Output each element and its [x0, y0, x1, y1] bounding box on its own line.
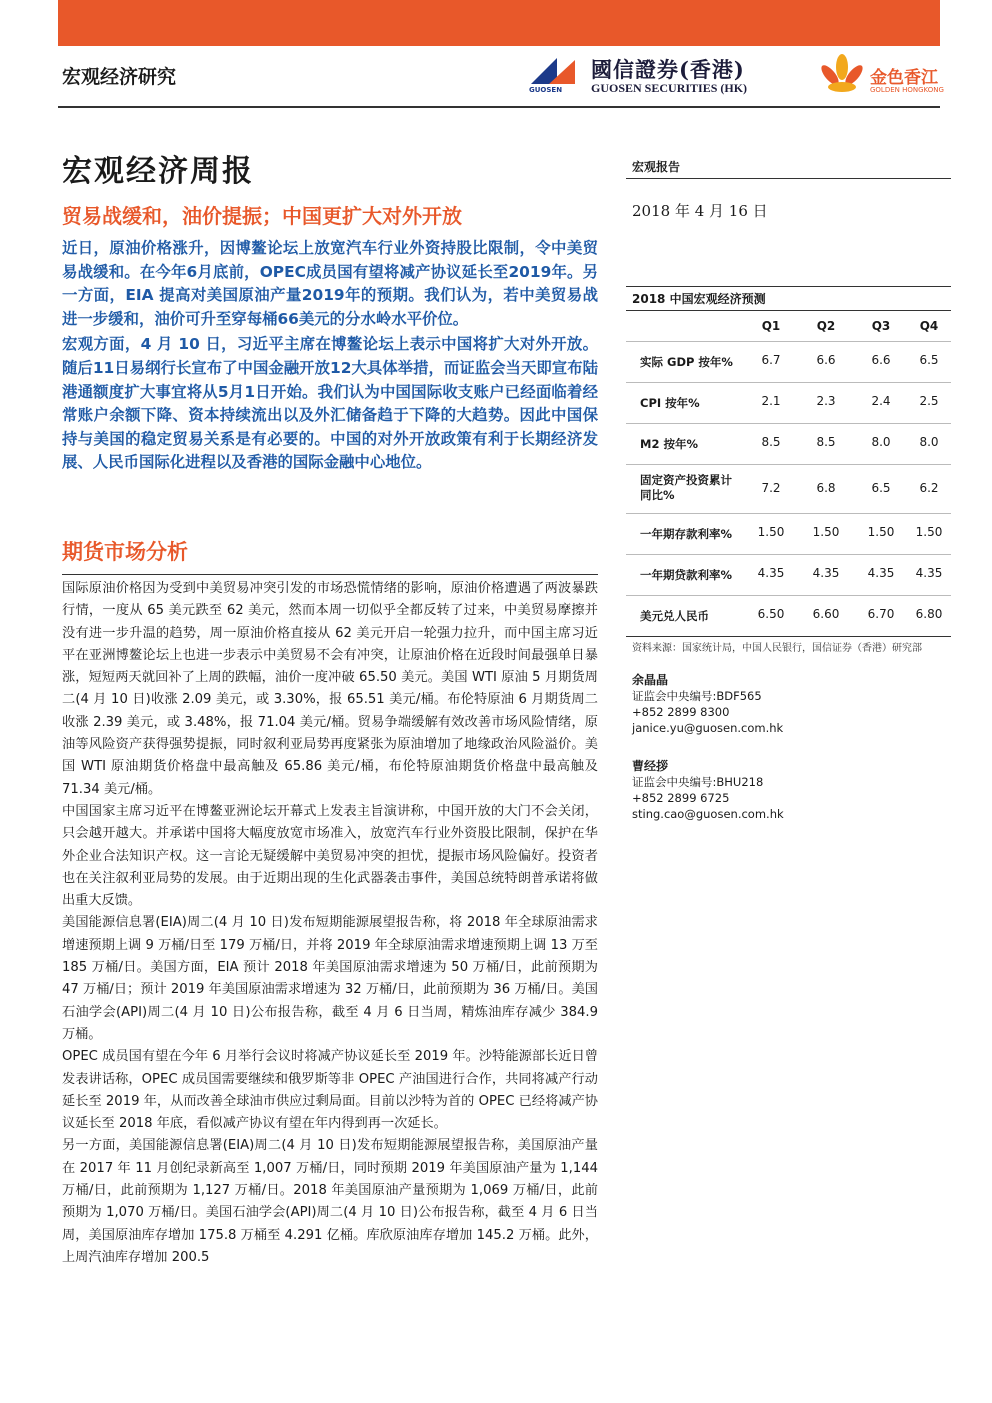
summary-paragraph: 宏观方面，4 月 10 日，习近平主席在博鳌论坛上表示中国将扩大对外开放。随后11日易纲行长宣布了中国金融开放12大具体举措，而证监会当天即宣布陆港通额度扩大事宜将从5月1日开始。我们认为中国国际收支账户已经面临着经常账户余额下降、资本持续流出以及外汇储备趋于下降的大趋势。因此中国保持与美国的稳定贸易关系是有必要的。中国的对外开放政策有利于长期经济发展、人民币国际化进程以及香港的国际金融中心地位。: [62, 335, 598, 472]
forecast-cell: 6.70: [867, 607, 895, 621]
forecast-cell: 1.50: [757, 525, 785, 539]
forecast-cell: 6.50: [757, 607, 785, 621]
forecast-cell: 7.2: [761, 481, 781, 495]
forecast-cell: 6.5: [871, 481, 891, 495]
forecast-row-label: 固定资产投资累计同比%: [640, 473, 732, 502]
forecast-col-header: Q4: [919, 319, 939, 333]
forecast-cell: 2.5: [919, 394, 939, 408]
forecast-col-header: Q2: [816, 319, 836, 333]
forecast-cell: 8.5: [816, 435, 836, 449]
forecast-cell: 1.50: [867, 525, 895, 539]
analyst-phone: +852 2899 8300: [632, 705, 730, 719]
forecast-table-header: [626, 311, 951, 341]
forecast-table-title: 2018 中国宏观经济预测: [626, 286, 951, 311]
guosen-logo-mark-icon: [527, 54, 583, 88]
summary-block: [62, 237, 598, 477]
forecast-cell: 2.4: [871, 394, 891, 408]
golden-logo-en: GOLDEN HONGKONG: [870, 86, 944, 94]
report-date: 2018 年 4 月 16 日: [632, 202, 768, 220]
forecast-cell: 1.50: [915, 525, 943, 539]
analyst-phone: +852 2899 6725: [632, 791, 730, 805]
forecast-cell: 2.1: [761, 394, 781, 408]
body-paragraph: 另一方面，美国能源信息署(EIA)周二(4 月 10 日)发布短期能源展望报告称，美国原油产量在 2017 年 11 月创纪录新高至 1,007 万桶/日，同时预期 2019 年美国原油产量为 1,144 万桶/日，此前预期为 1,127 万桶/日。2018 年美国原油产量预期为 1,069 万桶/日，此前预期为 1,070 万桶/日。美国石油学会(API)周二(4 月 10 日)公布报告称，截至 4 月 6 日当周，美国原油库存增加 175.8 万桶至 4.291 亿桶。库欣原油库存增加 145.2 万桶。此外，上周汽油库存增加 200.5: [62, 1138, 598, 1265]
body-paragraph: 中国国家主席习近平在博鳌亚洲论坛开幕式上发表主旨演讲称，中国开放的大门不会关闭，只会越开越大。并承诺中国将大幅度放宽市场准入，放宽汽车行业外资股比限制，保护在华外企业合法知识产权。这一言论无疑缓解中美贸易冲突的担忧，提振市场风险偏好。投资者也在关注叙利亚局势的发展。由于近期出现的生化武器袭击事件，美国总统特朗普承诺将做出重大反馈。: [62, 803, 598, 909]
body-paragraph: 国际原油价格因为受到中美贸易冲突引发的市场恐慌情绪的影响，原油价格遭遇了两波暴跌行情，一度从 65 美元跌至 62 美元，然而本周一切似乎全都反转了过来，中美贸易摩擦并没有进一步升温的趋势，周一原油价格直接从 62 美元开启一轮强力拉升，而中国主席习近平在亚洲博鳌论坛上也进一步表示中美贸易不会有冲突，让原油价格在近段时间最强单日暴涨，短短两天就回补了上周的跌幅，油价一度冲破 65.50 美元。美国 WTI 原油 5 月期货周二(4 月 10 日)收涨 2.09 美元，或 3.30%，报 65.51 美元/桶。布伦特原油 6 月期货周二收涨 2.39 美元，或 3.48%，报 71.04 美元/桶。贸易争端缓解有效改善市场风险情绪，原油等风险资产获得强势提振，同时叙利亚局势再度紧张为原油增加了地缘政治风险溢价。美国 WTI 原油期货价格盘中最高触及 65.86 美元/桶，布伦特原油期货价格盘中最高触及 71.34 美元/桶。: [62, 581, 598, 797]
forecast-cell: 4.35: [867, 566, 895, 580]
analyst-name: 曹经拶: [632, 759, 669, 773]
forecast-cell: 6.6: [816, 353, 836, 367]
forecast-source-note: 资料来源：国家统计局，中国人民银行，国信证券（香港）研究部: [626, 636, 951, 656]
forecast-col-header: Q3: [871, 319, 891, 333]
golden-flower-icon: [818, 53, 866, 99]
section-tag: 宏观经济研究: [62, 66, 177, 88]
forecast-cell: 4.35: [757, 566, 785, 580]
analyst-email[interactable]: sting.cao@guosen.com.hk: [632, 807, 784, 821]
guosen-logo-en: GUOSEN SECURITIES (HK): [591, 81, 748, 95]
forecast-row-label: M2 按年%: [640, 437, 698, 451]
forecast-cell: 6.8: [816, 481, 836, 495]
page-title: 宏观经济周报: [62, 154, 254, 189]
forecast-row-label: 实际 GDP 按年%: [640, 355, 733, 369]
report-type-label: 宏观报告: [632, 160, 681, 174]
forecast-cell: 4.35: [915, 566, 943, 580]
forecast-cell: 4.35: [812, 566, 840, 580]
forecast-cell: 6.60: [812, 607, 840, 621]
analyst-name: 余晶晶: [632, 673, 669, 687]
forecast-row: [626, 341, 951, 382]
analyst-card: [632, 758, 784, 822]
forecast-row-label: 美元兑人民币: [640, 609, 709, 623]
forecast-col-header: Q1: [761, 319, 781, 333]
analyst-card: [632, 672, 783, 736]
section-heading: 期货市场分析: [62, 536, 598, 575]
forecast-row: [626, 464, 951, 513]
analyst-license: 证监会中央编号:BDF565: [632, 689, 762, 703]
forecast-cell: 6.6: [871, 353, 891, 367]
forecast-cell: 2.3: [816, 394, 836, 408]
page-subtitle: 贸易战缓和，油价提振；中国更扩大对外开放: [62, 204, 462, 228]
guosen-logo-sub: GUOSEN: [529, 86, 563, 94]
forecast-row: [626, 382, 951, 423]
golden-hongkong-logo: [818, 53, 958, 99]
forecast-table: [626, 286, 951, 656]
forecast-cell: 6.5: [919, 353, 939, 367]
forecast-row-label: CPI 按年%: [640, 396, 700, 410]
forecast-cell: 6.7: [761, 353, 781, 367]
forecast-row: [626, 513, 951, 554]
top-accent-bar: [58, 0, 940, 46]
analyst-license: 证监会中央编号:BHU218: [632, 775, 764, 789]
forecast-row: [626, 423, 951, 464]
forecast-row: [626, 595, 951, 636]
forecast-cell: 8.0: [919, 435, 939, 449]
forecast-cell: 6.2: [919, 481, 939, 495]
golden-logo-cn: 金色香江: [870, 68, 938, 88]
header-divider: [58, 106, 940, 108]
summary-paragraph: 近日，原油价格涨升，因博鳌论坛上放宽汽车行业外资持股比限制，令中美贸易战缓和。在今年6月底前，OPEC成员国有望将减产协议延长至2019年。另一方面，EIA 提高对美国原油产量2019年的预期。我们认为，若中美贸易战进一步缓和，油价可升至穿每桶66美元的分水岭水平价位。: [62, 239, 598, 328]
forecast-cell: 8.5: [761, 435, 781, 449]
forecast-cell: 6.80: [915, 607, 943, 621]
sidebar-divider: [626, 178, 951, 179]
forecast-row: [626, 554, 951, 595]
guosen-logo: [527, 52, 797, 98]
forecast-row-label: 一年期存款利率%: [640, 527, 733, 541]
body-text: [62, 578, 598, 1269]
analyst-email[interactable]: janice.yu@guosen.com.hk: [632, 721, 784, 735]
forecast-cell: 1.50: [812, 525, 840, 539]
forecast-cell: 8.0: [871, 435, 891, 449]
body-paragraph: 美国能源信息署(EIA)周二(4 月 10 日)发布短期能源展望报告称，将 2018 年全球原油需求增速预期上调 9 万桶/日至 179 万桶/日，并将 2019 年全球原油需求增速预期上调 13 万至 185 万桶/日。美国方面，EIA 预计 2018 年美国原油需求增速为 50 万桶/日，此前预期为 47 万桶/日；预计 2019 年美国原油需求增速为 32 万桶/日，此前预期为 36 万桶/日。美国石油学会(API)周二(4 月 10 日)公布报告称，截至 4 月 6 日当周，精炼油库存减少 384.9 万桶。: [62, 915, 598, 1042]
forecast-row-label: 一年期贷款利率%: [640, 568, 733, 582]
body-paragraph: OPEC 成员国有望在今年 6 月举行会议时将减产协议延长至 2019 年。沙特能源部长近日曾发表讲话称，OPEC 成员国需要继续和俄罗斯等非 OPEC 产油国进行合作，共同将减产行动延长至 2019 年，从而改善全球油市供应过剩局面。目前以沙特为首的 OPEC 已经将减产协议延长至 2018 年底，看似减产协议有望在年内得到再一次延长。: [62, 1049, 598, 1132]
guosen-logo-cn: 國信證券(香港): [591, 57, 745, 82]
